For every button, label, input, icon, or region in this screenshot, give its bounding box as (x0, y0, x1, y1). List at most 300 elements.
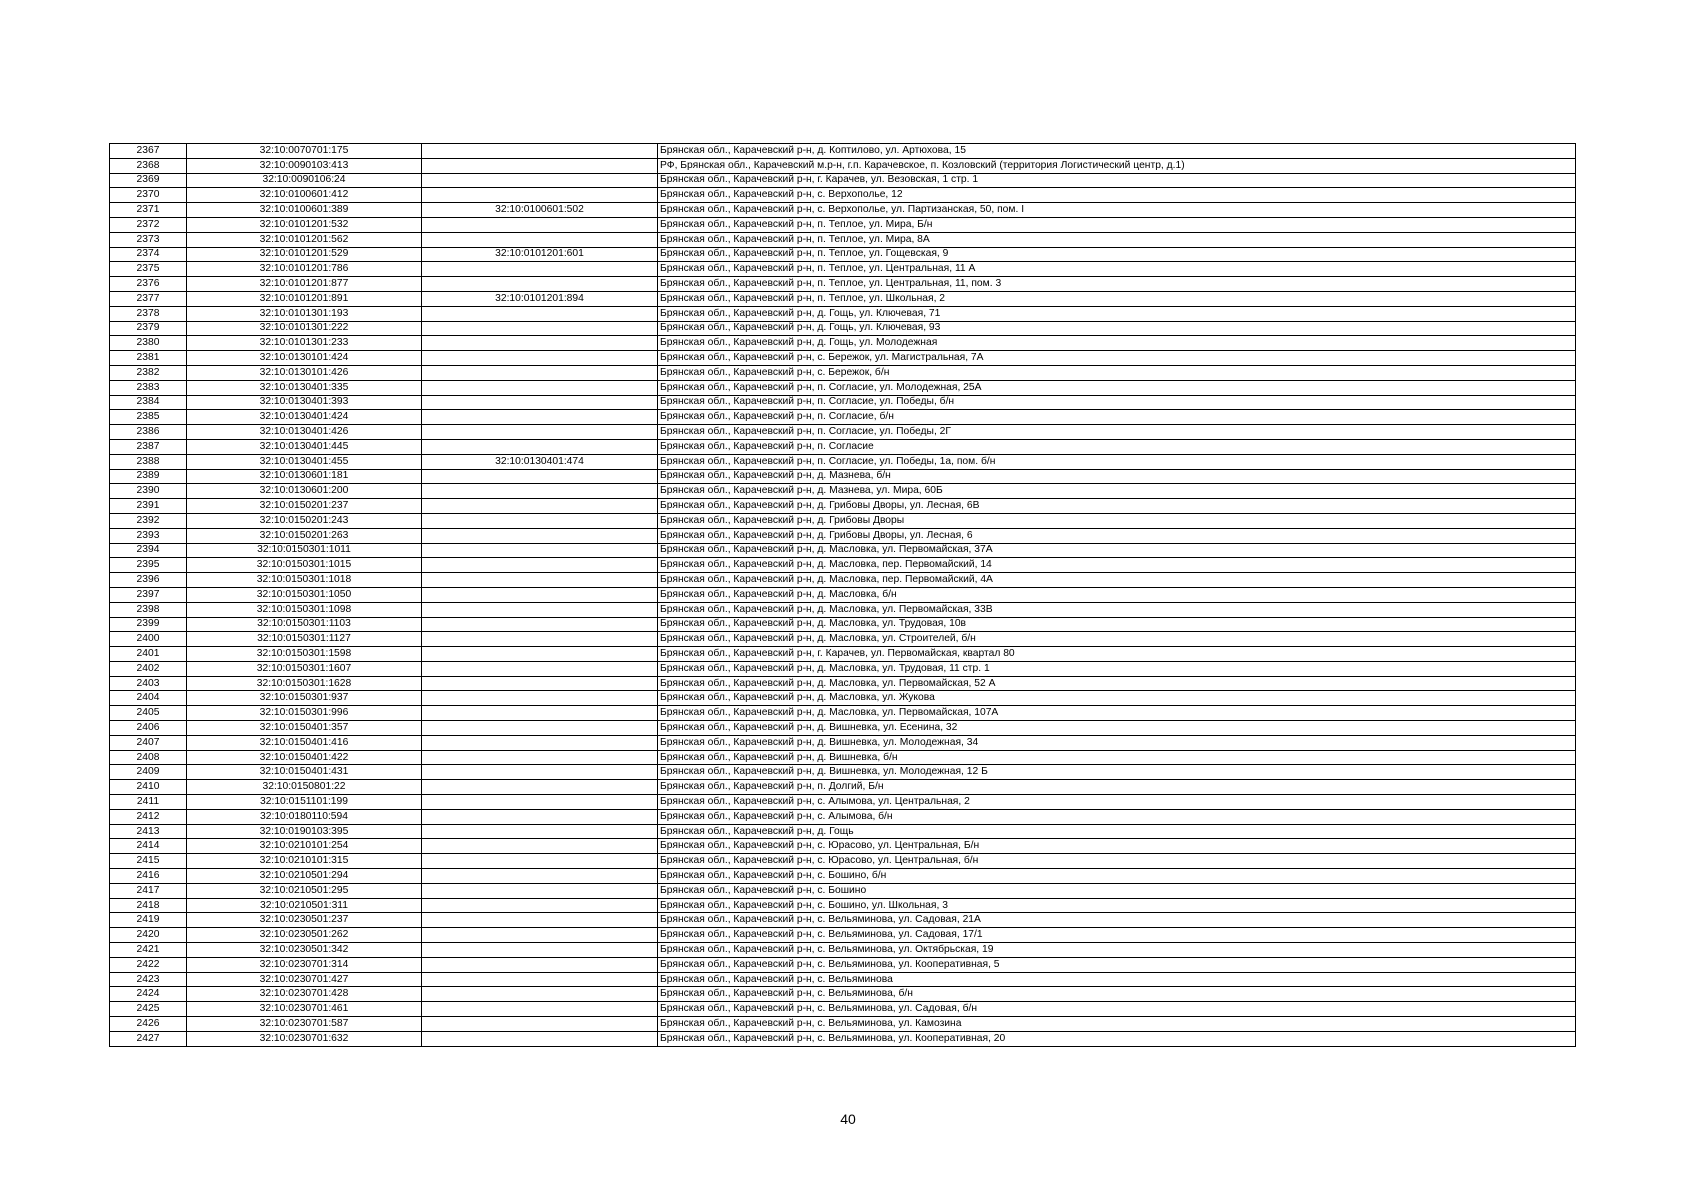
address-cell: Брянская обл., Карачевский р-н, п. Теплое, ул. Центральная, 11 А (658, 262, 1576, 277)
table-row (110, 883, 1576, 898)
related-cadastral-number-cell (422, 1002, 658, 1017)
row-number-cell: 2402 (110, 661, 187, 676)
row-number-cell: 2422 (110, 957, 187, 972)
table-row (110, 380, 1576, 395)
address-cell: Брянская обл., Карачевский р-н, г. Карачев, ул. Первомайская, квартал 80 (658, 647, 1576, 662)
related-cadastral-number-cell (422, 543, 658, 558)
row-number-cell: 2376 (110, 277, 187, 292)
address-cell: Брянская обл., Карачевский р-н, п. Долгий, Б/н (658, 780, 1576, 795)
cadastral-number-cell: 32:10:0150801:22 (187, 780, 422, 795)
address-cell: Брянская обл., Карачевский р-н, д. Гощь (658, 824, 1576, 839)
row-number-cell: 2389 (110, 469, 187, 484)
related-cadastral-number-cell (422, 721, 658, 736)
row-number-cell: 2383 (110, 380, 187, 395)
row-number-cell: 2395 (110, 558, 187, 573)
related-cadastral-number-cell (422, 528, 658, 543)
table-row (110, 395, 1576, 410)
table-row (110, 217, 1576, 232)
table-row (110, 913, 1576, 928)
table-row (110, 291, 1576, 306)
row-number-cell: 2369 (110, 173, 187, 188)
row-number-cell: 2394 (110, 543, 187, 558)
address-cell: Брянская обл., Карачевский р-н, п. Теплое, ул. Центральная, 11, пом. 3 (658, 277, 1576, 292)
address-cell: РФ, Брянская обл., Карачевский м.р-н, г.п. Карачевское, п. Козловский (территория Логистический центр, д.1) (658, 158, 1576, 173)
address-cell: Брянская обл., Карачевский р-н, д. Коптилово, ул. Артюхова, 15 (658, 144, 1576, 159)
cadastral-number-cell: 32:10:0150301:1607 (187, 661, 422, 676)
row-number-cell: 2412 (110, 809, 187, 824)
row-number-cell: 2416 (110, 869, 187, 884)
table-row (110, 676, 1576, 691)
address-cell: Брянская обл., Карачевский р-н, п. Согласие, ул. Победы, б/н (658, 395, 1576, 410)
row-number-cell: 2375 (110, 262, 187, 277)
table-row (110, 321, 1576, 336)
address-cell: Брянская обл., Карачевский р-н, с. Вельяминова, ул. Кооперативная, 5 (658, 957, 1576, 972)
address-cell: Брянская обл., Карачевский р-н, с. Вельяминова (658, 972, 1576, 987)
row-number-cell: 2374 (110, 247, 187, 262)
address-cell: Брянская обл., Карачевский р-н, п. Теплое, ул. Мира, 8А (658, 232, 1576, 247)
cadastral-number-cell: 32:10:0150301:1018 (187, 573, 422, 588)
cadastral-number-cell: 32:10:0100601:412 (187, 188, 422, 203)
cadastral-number-cell: 32:10:0150301:1011 (187, 543, 422, 558)
address-cell: Брянская обл., Карачевский р-н, д. Вишневка, б/н (658, 750, 1576, 765)
table-row (110, 839, 1576, 854)
related-cadastral-number-cell (422, 365, 658, 380)
address-cell: Брянская обл., Карачевский р-н, д. Масловка, ул. Строителей, б/н (658, 632, 1576, 647)
address-cell: Брянская обл., Карачевский р-н, д. Грибовы Дворы, ул. Лесная, 6 (658, 528, 1576, 543)
registry-table-body (110, 144, 1576, 1047)
related-cadastral-number-cell (422, 217, 658, 232)
cadastral-number-cell: 32:10:0150401:431 (187, 765, 422, 780)
cadastral-number-cell: 32:10:0210501:311 (187, 898, 422, 913)
table-row (110, 365, 1576, 380)
cadastral-number-cell: 32:10:0150301:1015 (187, 558, 422, 573)
related-cadastral-number-cell (422, 780, 658, 795)
row-number-cell: 2408 (110, 750, 187, 765)
row-number-cell: 2392 (110, 513, 187, 528)
cadastral-number-cell: 32:10:0101201:891 (187, 291, 422, 306)
cadastral-number-cell: 32:10:0230501:262 (187, 928, 422, 943)
related-cadastral-number-cell (422, 573, 658, 588)
table-row (110, 158, 1576, 173)
table-row (110, 957, 1576, 972)
row-number-cell: 2380 (110, 336, 187, 351)
table-row (110, 587, 1576, 602)
related-cadastral-number-cell (422, 395, 658, 410)
table-row (110, 1031, 1576, 1046)
cadastral-number-cell: 32:10:0150201:263 (187, 528, 422, 543)
cadastral-number-cell: 32:10:0150301:937 (187, 691, 422, 706)
table-row (110, 425, 1576, 440)
cadastral-number-cell: 32:10:0130601:200 (187, 484, 422, 499)
row-number-cell: 2423 (110, 972, 187, 987)
table-row (110, 336, 1576, 351)
address-cell: Брянская обл., Карачевский р-н, д. Масловка, б/н (658, 587, 1576, 602)
table-row (110, 262, 1576, 277)
address-cell: Брянская обл., Карачевский р-н, с. Алымова, ул. Центральная, 2 (658, 795, 1576, 810)
row-number-cell: 2378 (110, 306, 187, 321)
row-number-cell: 2377 (110, 291, 187, 306)
table-row (110, 558, 1576, 573)
related-cadastral-number-cell (422, 144, 658, 159)
related-cadastral-number-cell (422, 750, 658, 765)
cadastral-number-cell: 32:10:0150401:416 (187, 735, 422, 750)
table-row (110, 780, 1576, 795)
row-number-cell: 2387 (110, 439, 187, 454)
row-number-cell: 2396 (110, 573, 187, 588)
cadastral-number-cell: 32:10:0101201:786 (187, 262, 422, 277)
row-number-cell: 2393 (110, 528, 187, 543)
table-row (110, 617, 1576, 632)
cadastral-number-cell: 32:10:0150201:237 (187, 499, 422, 514)
row-number-cell: 2400 (110, 632, 187, 647)
address-cell: Брянская обл., Карачевский р-н, с. Вельяминова, ул. Садовая, 17/1 (658, 928, 1576, 943)
table-row (110, 351, 1576, 366)
cadastral-number-cell: 32:10:0180110:594 (187, 809, 422, 824)
cadastral-number-cell: 32:10:0230701:461 (187, 1002, 422, 1017)
row-number-cell: 2414 (110, 839, 187, 854)
row-number-cell: 2419 (110, 913, 187, 928)
address-cell: Брянская обл., Карачевский р-н, д. Масловка, ул. Первомайская, 52 А (658, 676, 1576, 691)
address-cell: Брянская обл., Карачевский р-н, п. Согласие (658, 439, 1576, 454)
row-number-cell: 2418 (110, 898, 187, 913)
cadastral-number-cell: 32:10:0130401:426 (187, 425, 422, 440)
cadastral-number-cell: 32:10:0101201:877 (187, 277, 422, 292)
cadastral-number-cell: 32:10:0101201:562 (187, 232, 422, 247)
related-cadastral-number-cell: 32:10:0101201:894 (422, 291, 658, 306)
row-number-cell: 2413 (110, 824, 187, 839)
related-cadastral-number-cell (422, 173, 658, 188)
related-cadastral-number-cell (422, 188, 658, 203)
cadastral-number-cell: 32:10:0150201:243 (187, 513, 422, 528)
related-cadastral-number-cell (422, 647, 658, 662)
related-cadastral-number-cell (422, 336, 658, 351)
address-cell: Брянская обл., Карачевский р-н, с. Верхополье, ул. Партизанская, 50, пом. I (658, 203, 1576, 218)
address-cell: Брянская обл., Карачевский р-н, с. Юрасово, ул. Центральная, Б/н (658, 839, 1576, 854)
address-cell: Брянская обл., Карачевский р-н, г. Карачев, ул. Везовская, 1 стр. 1 (658, 173, 1576, 188)
row-number-cell: 2420 (110, 928, 187, 943)
related-cadastral-number-cell (422, 558, 658, 573)
address-cell: Брянская обл., Карачевский р-н, с. Вельяминова, ул. Садовая, б/н (658, 1002, 1576, 1017)
row-number-cell: 2381 (110, 351, 187, 366)
address-cell: Брянская обл., Карачевский р-н, п. Теплое, ул. Школьная, 2 (658, 291, 1576, 306)
table-row (110, 454, 1576, 469)
cadastral-number-cell: 32:10:0130601:181 (187, 469, 422, 484)
cadastral-number-cell: 32:10:0150301:1127 (187, 632, 422, 647)
related-cadastral-number-cell (422, 277, 658, 292)
cadastral-number-cell: 32:10:0150401:422 (187, 750, 422, 765)
row-number-cell: 2407 (110, 735, 187, 750)
table-row (110, 809, 1576, 824)
cadastral-number-cell: 32:10:0070701:175 (187, 144, 422, 159)
row-number-cell: 2371 (110, 203, 187, 218)
row-number-cell: 2421 (110, 943, 187, 958)
table-row (110, 543, 1576, 558)
related-cadastral-number-cell (422, 943, 658, 958)
related-cadastral-number-cell (422, 321, 658, 336)
address-cell: Брянская обл., Карачевский р-н, д. Масловка, ул. Жукова (658, 691, 1576, 706)
table-row (110, 854, 1576, 869)
cadastral-number-cell: 32:10:0150301:1103 (187, 617, 422, 632)
row-number-cell: 2385 (110, 410, 187, 425)
table-row (110, 484, 1576, 499)
table-row (110, 573, 1576, 588)
table-row (110, 691, 1576, 706)
row-number-cell: 2368 (110, 158, 187, 173)
related-cadastral-number-cell (422, 425, 658, 440)
cadastral-number-cell: 32:10:0130401:335 (187, 380, 422, 395)
cadastral-number-cell: 32:10:0230501:237 (187, 913, 422, 928)
address-cell: Брянская обл., Карачевский р-н, д. Масловка, ул. Трудовая, 11 стр. 1 (658, 661, 1576, 676)
address-cell: Брянская обл., Карачевский р-н, п. Согласие, ул. Молодежная, 25А (658, 380, 1576, 395)
related-cadastral-number-cell (422, 839, 658, 854)
address-cell: Брянская обл., Карачевский р-н, п. Теплое, ул. Гощевская, 9 (658, 247, 1576, 262)
cadastral-number-cell: 32:10:0230501:342 (187, 943, 422, 958)
related-cadastral-number-cell (422, 439, 658, 454)
related-cadastral-number-cell (422, 232, 658, 247)
address-cell: Брянская обл., Карачевский р-н, д. Вишневка, ул. Молодежная, 12 Б (658, 765, 1576, 780)
row-number-cell: 2399 (110, 617, 187, 632)
table-row (110, 987, 1576, 1002)
table-row (110, 513, 1576, 528)
cadastral-number-cell: 32:10:0101201:532 (187, 217, 422, 232)
related-cadastral-number-cell (422, 380, 658, 395)
row-number-cell: 2411 (110, 795, 187, 810)
table-row (110, 528, 1576, 543)
related-cadastral-number-cell (422, 854, 658, 869)
related-cadastral-number-cell (422, 824, 658, 839)
address-cell: Брянская обл., Карачевский р-н, д. Гощь, ул. Ключевая, 93 (658, 321, 1576, 336)
cadastral-number-cell: 32:10:0130401:445 (187, 439, 422, 454)
related-cadastral-number-cell (422, 632, 658, 647)
address-cell: Брянская обл., Карачевский р-н, д. Масловка, ул. Первомайская, 37А (658, 543, 1576, 558)
row-number-cell: 2398 (110, 602, 187, 617)
table-row (110, 661, 1576, 676)
address-cell: Брянская обл., Карачевский р-н, д. Гощь, ул. Молодежная (658, 336, 1576, 351)
related-cadastral-number-cell (422, 484, 658, 499)
related-cadastral-number-cell (422, 513, 658, 528)
cadastral-number-cell: 32:10:0101301:233 (187, 336, 422, 351)
row-number-cell: 2426 (110, 1017, 187, 1032)
table-row (110, 1017, 1576, 1032)
address-cell: Брянская обл., Карачевский р-н, д. Вишневка, ул. Молодежная, 34 (658, 735, 1576, 750)
table-row (110, 203, 1576, 218)
cadastral-number-cell: 32:10:0150301:1598 (187, 647, 422, 662)
table-row (110, 735, 1576, 750)
related-cadastral-number-cell (422, 706, 658, 721)
address-cell: Брянская обл., Карачевский р-н, с. Вельяминова, б/н (658, 987, 1576, 1002)
related-cadastral-number-cell (422, 587, 658, 602)
row-number-cell: 2415 (110, 854, 187, 869)
table-row (110, 144, 1576, 159)
related-cadastral-number-cell (422, 617, 658, 632)
address-cell: Брянская обл., Карачевский р-н, п. Согласие, ул. Победы, 1а, пом. б/н (658, 454, 1576, 469)
address-cell: Брянская обл., Карачевский р-н, с. Верхополье, 12 (658, 188, 1576, 203)
table-row (110, 869, 1576, 884)
row-number-cell: 2404 (110, 691, 187, 706)
cadastral-number-cell: 32:10:0210501:294 (187, 869, 422, 884)
cadastral-number-cell: 32:10:0210101:315 (187, 854, 422, 869)
related-cadastral-number-cell (422, 691, 658, 706)
table-row (110, 898, 1576, 913)
cadastral-number-cell: 32:10:0130401:424 (187, 410, 422, 425)
cadastral-number-cell: 32:10:0130101:424 (187, 351, 422, 366)
row-number-cell: 2406 (110, 721, 187, 736)
related-cadastral-number-cell (422, 987, 658, 1002)
address-cell: Брянская обл., Карачевский р-н, с. Юрасово, ул. Центральная, б/н (658, 854, 1576, 869)
address-cell: Брянская обл., Карачевский р-н, п. Согласие, б/н (658, 410, 1576, 425)
table-row (110, 706, 1576, 721)
address-cell: Брянская обл., Карачевский р-н, с. Бошино, б/н (658, 869, 1576, 884)
related-cadastral-number-cell (422, 1017, 658, 1032)
cadastral-number-cell: 32:10:0090106:24 (187, 173, 422, 188)
address-cell: Брянская обл., Карачевский р-н, с. Вельяминова, ул. Камозина (658, 1017, 1576, 1032)
related-cadastral-number-cell (422, 499, 658, 514)
related-cadastral-number-cell (422, 898, 658, 913)
row-number-cell: 2386 (110, 425, 187, 440)
row-number-cell: 2391 (110, 499, 187, 514)
related-cadastral-number-cell (422, 869, 658, 884)
table-row (110, 765, 1576, 780)
table-row (110, 410, 1576, 425)
related-cadastral-number-cell (422, 765, 658, 780)
table-row (110, 232, 1576, 247)
related-cadastral-number-cell (422, 410, 658, 425)
address-cell: Брянская обл., Карачевский р-н, с. Бережок, б/н (658, 365, 1576, 380)
table-row (110, 972, 1576, 987)
row-number-cell: 2424 (110, 987, 187, 1002)
table-row (110, 306, 1576, 321)
address-cell: Брянская обл., Карачевский р-н, д. Мазнева, ул. Мира, 60Б (658, 484, 1576, 499)
row-number-cell: 2405 (110, 706, 187, 721)
address-cell: Брянская обл., Карачевский р-н, с. Бошино (658, 883, 1576, 898)
related-cadastral-number-cell: 32:10:0130401:474 (422, 454, 658, 469)
row-number-cell: 2403 (110, 676, 187, 691)
related-cadastral-number-cell (422, 735, 658, 750)
cadastral-number-cell: 32:10:0151101:199 (187, 795, 422, 810)
cadastral-number-cell: 32:10:0130401:393 (187, 395, 422, 410)
related-cadastral-number-cell (422, 972, 658, 987)
cadastral-number-cell: 32:10:0150301:996 (187, 706, 422, 721)
address-cell: Брянская обл., Карачевский р-н, с. Вельяминова, ул. Кооперативная, 20 (658, 1031, 1576, 1046)
row-number-cell: 2370 (110, 188, 187, 203)
table-row (110, 602, 1576, 617)
row-number-cell: 2401 (110, 647, 187, 662)
table-row (110, 277, 1576, 292)
table-row (110, 499, 1576, 514)
related-cadastral-number-cell (422, 795, 658, 810)
row-number-cell: 2373 (110, 232, 187, 247)
related-cadastral-number-cell (422, 1031, 658, 1046)
related-cadastral-number-cell (422, 602, 658, 617)
cadastral-number-cell: 32:10:0230701:587 (187, 1017, 422, 1032)
address-cell: Брянская обл., Карачевский р-н, п. Теплое, ул. Мира, Б/н (658, 217, 1576, 232)
row-number-cell: 2372 (110, 217, 187, 232)
related-cadastral-number-cell (422, 883, 658, 898)
cadastral-number-cell: 32:10:0230701:428 (187, 987, 422, 1002)
related-cadastral-number-cell (422, 676, 658, 691)
row-number-cell: 2410 (110, 780, 187, 795)
row-number-cell: 2382 (110, 365, 187, 380)
row-number-cell: 2367 (110, 144, 187, 159)
table-row (110, 439, 1576, 454)
table-row (110, 188, 1576, 203)
address-cell: Брянская обл., Карачевский р-н, с. Бережок, ул. Магистральная, 7А (658, 351, 1576, 366)
related-cadastral-number-cell (422, 957, 658, 972)
cadastral-number-cell: 32:10:0210501:295 (187, 883, 422, 898)
cadastral-number-cell: 32:10:0100601:389 (187, 203, 422, 218)
related-cadastral-number-cell (422, 262, 658, 277)
table-row (110, 1002, 1576, 1017)
cadastral-number-cell: 32:10:0150301:1050 (187, 587, 422, 602)
address-cell: Брянская обл., Карачевский р-н, д. Грибовы Дворы (658, 513, 1576, 528)
table-row (110, 647, 1576, 662)
address-cell: Брянская обл., Карачевский р-н, д. Вишневка, ул. Есенина, 32 (658, 721, 1576, 736)
table-row (110, 469, 1576, 484)
address-cell: Брянская обл., Карачевский р-н, д. Мазнева, б/н (658, 469, 1576, 484)
address-cell: Брянская обл., Карачевский р-н, д. Масловка, ул. Первомайская, 107А (658, 706, 1576, 721)
address-cell: Брянская обл., Карачевский р-н, д. Масловка, пер. Первомайский, 14 (658, 558, 1576, 573)
row-number-cell: 2390 (110, 484, 187, 499)
table-row (110, 632, 1576, 647)
table-row (110, 824, 1576, 839)
related-cadastral-number-cell (422, 306, 658, 321)
cadastral-number-cell: 32:10:0150401:357 (187, 721, 422, 736)
cadastral-number-cell: 32:10:0230701:427 (187, 972, 422, 987)
address-cell: Брянская обл., Карачевский р-н, с. Бошино, ул. Школьная, 3 (658, 898, 1576, 913)
related-cadastral-number-cell (422, 913, 658, 928)
related-cadastral-number-cell (422, 469, 658, 484)
related-cadastral-number-cell (422, 928, 658, 943)
cadastral-number-cell: 32:10:0150301:1628 (187, 676, 422, 691)
row-number-cell: 2384 (110, 395, 187, 410)
cadastral-number-cell: 32:10:0101301:193 (187, 306, 422, 321)
row-number-cell: 2397 (110, 587, 187, 602)
address-cell: Брянская обл., Карачевский р-н, д. Масловка, ул. Первомайская, 33В (658, 602, 1576, 617)
related-cadastral-number-cell (422, 158, 658, 173)
row-number-cell: 2409 (110, 765, 187, 780)
address-cell: Брянская обл., Карачевский р-н, с. Вельяминова, ул. Садовая, 21А (658, 913, 1576, 928)
cadastral-number-cell: 32:10:0190103:395 (187, 824, 422, 839)
table-row (110, 943, 1576, 958)
cadastral-number-cell: 32:10:0150301:1098 (187, 602, 422, 617)
address-cell: Брянская обл., Карачевский р-н, д. Масловка, ул. Трудовая, 10в (658, 617, 1576, 632)
cadastral-number-cell: 32:10:0130401:455 (187, 454, 422, 469)
cadastral-number-cell: 32:10:0230701:632 (187, 1031, 422, 1046)
page-number: 40 (840, 1111, 856, 1127)
cadastral-number-cell: 32:10:0090103:413 (187, 158, 422, 173)
property-registry-table (109, 143, 1576, 1047)
cadastral-number-cell: 32:10:0101201:529 (187, 247, 422, 262)
row-number-cell: 2417 (110, 883, 187, 898)
address-cell: Брянская обл., Карачевский р-н, п. Согласие, ул. Победы, 2Г (658, 425, 1576, 440)
cadastral-number-cell: 32:10:0101301:222 (187, 321, 422, 336)
related-cadastral-number-cell (422, 661, 658, 676)
row-number-cell: 2388 (110, 454, 187, 469)
related-cadastral-number-cell: 32:10:0100601:502 (422, 203, 658, 218)
address-cell: Брянская обл., Карачевский р-н, д. Грибовы Дворы, ул. Лесная, 6В (658, 499, 1576, 514)
table-row (110, 795, 1576, 810)
related-cadastral-number-cell (422, 809, 658, 824)
cadastral-number-cell: 32:10:0130101:426 (187, 365, 422, 380)
address-cell: Брянская обл., Карачевский р-н, д. Масловка, пер. Первомайский, 4А (658, 573, 1576, 588)
cadastral-number-cell: 32:10:0210101:254 (187, 839, 422, 854)
cadastral-number-cell: 32:10:0230701:314 (187, 957, 422, 972)
table-row (110, 750, 1576, 765)
address-cell: Брянская обл., Карачевский р-н, д. Гощь, ул. Ключевая, 71 (658, 306, 1576, 321)
related-cadastral-number-cell (422, 351, 658, 366)
address-cell: Брянская обл., Карачевский р-н, с. Алымова, б/н (658, 809, 1576, 824)
table-row (110, 721, 1576, 736)
